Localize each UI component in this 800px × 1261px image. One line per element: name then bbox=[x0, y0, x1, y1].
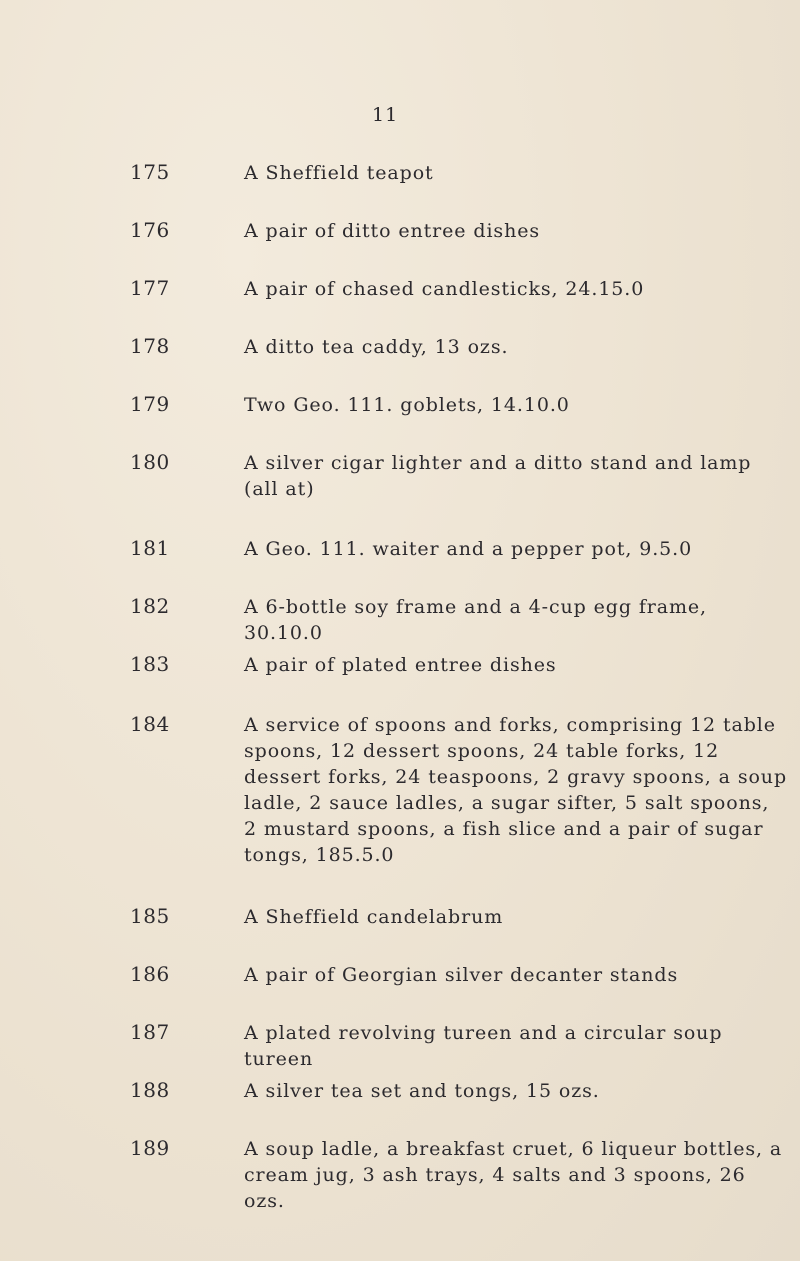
lot-number: 184 bbox=[130, 712, 170, 736]
lot-number: 177 bbox=[130, 276, 170, 300]
lot-description: A 6-bottle soy frame and a 4-cup egg frame, 30.10.0 bbox=[244, 596, 707, 644]
lot-description: A ditto tea caddy, 13 ozs. bbox=[244, 336, 509, 358]
lot-number: 176 bbox=[130, 218, 170, 242]
lot-description: A Geo. 111. waiter and a pepper pot, 9.5.0 bbox=[244, 538, 693, 560]
lot-number: 187 bbox=[130, 1020, 170, 1044]
lot-description: A soup ladle, a breakfast cruet, 6 liqueur bottles, a cream jug, 3 ash trays, 4 salts and 3 spoons, 26 ozs. bbox=[244, 1138, 783, 1212]
lot-number: 188 bbox=[130, 1078, 170, 1102]
lot-description: A pair of plated entree dishes bbox=[244, 654, 557, 676]
lot-description: A pair of ditto entree dishes bbox=[244, 220, 540, 242]
lot-description: A Sheffield candelabrum bbox=[244, 906, 504, 928]
page-number: 11 bbox=[372, 104, 399, 126]
lot-number: 178 bbox=[130, 334, 170, 358]
lot-number: 175 bbox=[130, 160, 170, 184]
lot-number: 182 bbox=[130, 594, 170, 618]
lot-number: 181 bbox=[130, 536, 170, 560]
lot-description: A pair of chased candlesticks, 24.15.0 bbox=[244, 278, 645, 300]
lot-number: 180 bbox=[130, 450, 170, 474]
lot-number: 183 bbox=[130, 652, 170, 676]
lot-description: Two Geo. 111. goblets, 14.10.0 bbox=[244, 394, 570, 416]
lot-number: 179 bbox=[130, 392, 170, 416]
lot-description: A plated revolving tureen and a circular soup tureen bbox=[244, 1022, 723, 1070]
lot-number: 186 bbox=[130, 962, 170, 986]
lot-description: A pair of Georgian silver decanter stands bbox=[244, 964, 679, 986]
lot-description: A Sheffield teapot bbox=[244, 162, 434, 184]
lot-description: A service of spoons and forks, comprising 12 table spoons, 12 dessert spoons, 24 table forks, 12 dessert forks, 24 teaspoons, 2 gravy spoons, a soup ladle, 2 sauce ladles, a sugar sifter, 5 salt spoons, 2 mustard spoons, a fish slice and a pair of sugar tongs, 185.5.0 bbox=[244, 714, 788, 866]
lot-number: 189 bbox=[130, 1136, 170, 1160]
lot-description: A silver cigar lighter and a ditto stand and lamp (all at) bbox=[244, 452, 752, 500]
lot-number: 185 bbox=[130, 904, 170, 928]
lot-description: A silver tea set and tongs, 15 ozs. bbox=[244, 1080, 600, 1102]
